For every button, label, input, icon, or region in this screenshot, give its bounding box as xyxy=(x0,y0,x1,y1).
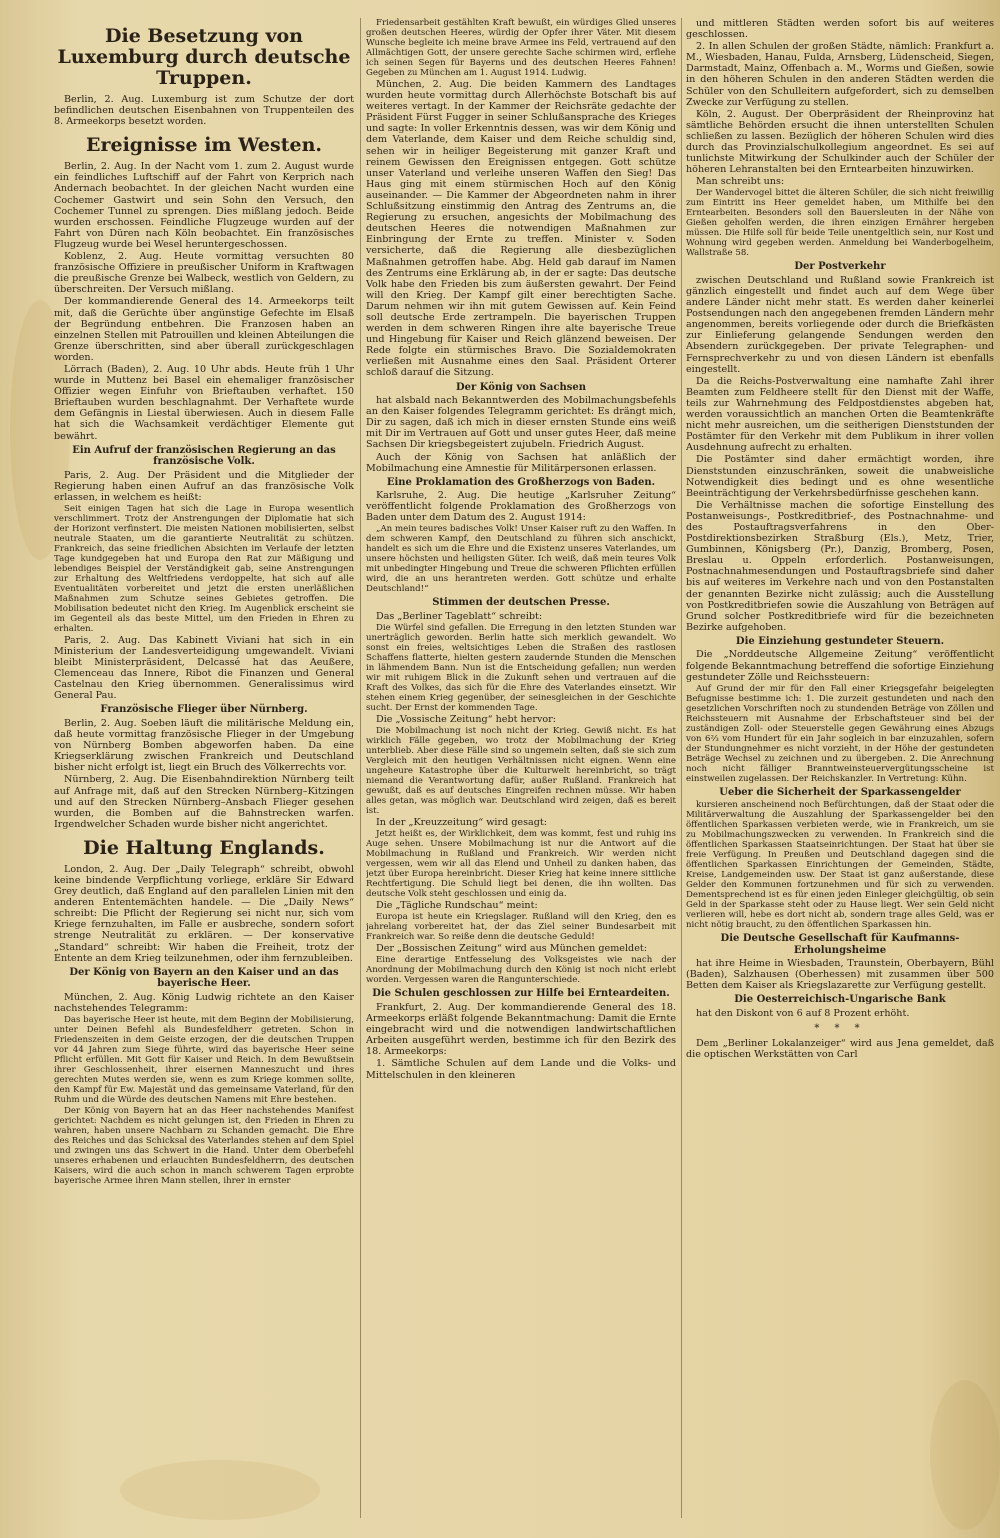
article-paragraph: „An mein teures badisches Volk! Unser Kaiser ruft zu den Waffen. In dem schweren Kampf, den Deutschland zu führen sich anschickt, handelt es sich um die Ehre und die Existenz unseres Vaterlandes, um unsere höchsten und heiligsten Güter. Ich weiß, daß mein teures Volk mit unbedingter Hingebung und Treue die schweren Pflichten erfüllen wird, die an uns herantreten werden. Gott schütze und erhalte Deutschland!“ xyxy=(366,524,676,595)
article-paragraph: In der „Kreuzzeitung“ wird gesagt: xyxy=(376,817,547,829)
column-1 xyxy=(54,18,354,1523)
subheading-bayern: Der König von Bayern an den Kaiser und an das bayerische Heer. xyxy=(69,966,339,990)
article-paragraph: Seit einigen Tagen hat sich die Lage in Europa wesentlich verschlimmert. Trotz der Anstrengungen der Diplomatie hat sich der Horizont verfinstert. Die meisten Nationen mobilisierten, selbst neutrale Staaten, um die garantierte Neutralität zu schützen. Frankreich, das seine friedlichen Absichten im Verlaufe der letzten Tage kundgegeben hat und Europa den Rat zur Mäßigung und lebendiges Beispiel der Verständigkeit gab, seine Anstrengungen zur Erhaltung des Weltfriedens verdoppelte, hat sich auf alle Eventualitäten vorbereitet und jetzt die ersten unerläßlichen Maßnahmen zum Schutze seines Gebietes getroffen. Die Mobilisation bedeutet nicht den Krieg. Im Augenblick erscheint sie im Gegenteil als das beste Mittel, um den Frieden in Ehren zu erhalten. xyxy=(54,503,354,634)
article-paragraph: Berlin, 2. Aug. In der Nacht vom 1. zum 2. August wurde ein feindliches Luftschiff auf der Fahrt von Kerprich nach Andernach beobachtet. In der gleichen Nacht wurden eine Cochemer Gastwirt und sein Sohn den Versuch, den Cochemer Tunnel zu sprengen. Dies mißlang jedoch. Beide wurden erschossen. Feindliche Flugzeuge wurden auf der Fahrt von Düren nach Köln beobachtet. Ein französisches Flugzeug wurde bei Wesel heruntergeschossen. xyxy=(54,161,354,250)
article-paragraph: Koblenz, 2. Aug. Heute vormittag versuchten 80 französische Offiziere in preußischer Uniform in Kraftwagen die preußische Grenze bei Walbeck, westlich von Geldern, zu überschreiten. Der Versuch mißlang. xyxy=(54,251,354,296)
article-paragraph: Lörrach (Baden), 2. Aug. 10 Uhr abds. Heute früh 1 Uhr wurde in Muttenz bei Basel ein ehemaliger französischer Offizier wegen Einfuhr von Brieftauben verhaftet. 150 Brieftauben wurden beschlagnahmt. Der Verhaftete wurde dem Gefängnis in Liestal überwiesen. Auch in diesem Falle hat sich die Wachsamkeit verdächtiger Elemente gut bewährt. xyxy=(54,363,354,442)
subheading-sachsen: Der König von Sachsen xyxy=(455,381,587,393)
headline-luxemburg: Die Besetzung von Luxemburg durch deutsche Truppen. xyxy=(57,25,351,89)
article-paragraph: Der kommandierende General des 14. Armeekorps teilt mit, daß die Gerüchte über angünstige Gefechte im Elsaß der Begründung entbehren. Die Franzosen haben an einzelnen Stellen mit Patrouillen und kleinen Abteilungen die Grenze überschritten, sind aber überall zurückgeschlagen worden. xyxy=(54,296,354,363)
article-paragraph: Dem „Berliner Lokalanzeiger“ wird aus Jena gemeldet, daß die optischen Werkstätten von Carl xyxy=(686,1038,994,1061)
article-paragraph: Eine derartige Entfesselung des Volksgeistes wie nach der Anordnung der Mobilmachung durch den König ist noch nicht erlebt worden. Vergessen waren die Rangunterschiede. xyxy=(366,955,676,986)
article-paragraph: Paris, 2. Aug. Der Präsident und die Mitglieder der Regierung haben einen Aufruf an das französische Volk erlassen, in welchem es heißt: xyxy=(54,469,354,503)
article-paragraph: hat alsbald nach Bekanntwerden des Mobilmachungsbefehls an den Kaiser folgendes Telegramm gerichtet: Es drängt mich, Dir zu sagen, daß ich mich in dieser ernsten Stunde eins weiß mit Dir im Vertrauen auf Gott und unser gutes Heer, daß meine Sachsen Dir kriegsbegeistert zujubeln. Friedrich August. xyxy=(366,395,676,451)
subheading-bank: Die Oesterreichisch-Ungarische Bank xyxy=(734,994,946,1006)
article-paragraph: hat ihre Heime in Wiesbaden, Traunstein, Oberbayern, Bühl (Baden), Salzhausen (Oberhessen) mit zusammen über 500 Betten dem Kaiser als Kriegslazarette zur Verfügung gestellt. xyxy=(686,958,994,992)
article-paragraph: Die „Vossische Zeitung“ hebt hervor: xyxy=(376,714,556,726)
article-paragraph: Friedensarbeit gestählten Kraft bewußt, ein würdiges Glied unseres großen deutschen Heeres, würdig der Opfer ihrer Väter. Mit diesem Wunsche begleite ich meine brave Armee ins Feld, vertrauend auf den Allmächtigen Gott, der unsere gerechte Sache schirmen wird, erflehe ich seinen Segen für Bayerns und des deutschen Heeres Fahnen! Gegeben zu München am 1. August 1914. Ludwig. xyxy=(366,18,676,78)
article-paragraph: Da die Reichs-Postverwaltung eine namhafte Zahl ihrer Beamten zum Feldheere stellt für den Dienst mit der Waffe, teils zur Wahrnehmung des Feldpostdienstes abgeben hat, werden voraussichtlich an manchen Orten die Beamtenkräfte nicht mehr ausreichen, um die seitherigen Dienststunden der Postämter für den Verkehr mit dem Publikum in ihrer vollen Ausdehnung aufrecht zu erhalten. xyxy=(686,375,994,454)
article-paragraph: London, 2. Aug. Der „Daily Telegraph“ schreibt, obwohl keine bindende Verpflichtung vorliege, erkläre Sir Edward Grey deutlich, daß England auf den parallelen Linien mit den anderen Ententemächten handele. — Die „Daily News“ schreibt: Die Pflicht der Regierung sei nicht nur, sich vom Kriege fernzuhalten, im Falle er ausbreche, sondern sofort strenge Neutralität zu erklären. — Der konservative „Standard“ schreibt: Wir haben die Freiheit, trotz der Entente an dem Krieg teilzunehmen, oder ihm fernzubleiben. xyxy=(54,863,354,964)
column-2 xyxy=(366,18,676,1523)
article-paragraph: kursieren anscheinend noch Befürchtungen, daß der Staat oder die Militärverwaltung die Auszahlung der Sparkassengelder bei den öffentlichen Sparkassen verbieten werde, wie in Frankreich, um sie zu Mobilmachungszwecken zu verwenden. In Frankreich sind die öffentlichen Sparkassen Staatseinrichtungen. Der Staat hat über sie freie Verfügung. In Preußen und Deutschland dagegen sind die öffentlichen Sparkassen Einrichtungen der Gemeinden, Städte, Kreise, Landgemeinden usw. Der Staat ist ganz außerstande, diese Gelder den Kommunen fortzunehmen und für sich zu verwenden. Dementsprechend ist es für einen jeden Einleger gleichgültig, ob sein Geld in der Sparkasse steht oder zu Hause liegt. Wer sein Geld nicht verlieren will, hebe es dort nicht ab, sondern trage alles Geld, was er nicht nötig braucht, zu den öffentlichen Sparkassen hin. xyxy=(686,800,994,931)
article-paragraph: Die „Tägliche Rundschau“ meint: xyxy=(376,900,538,912)
article-paragraph: Das „Berliner Tageblatt“ schreibt: xyxy=(376,610,543,622)
article-paragraph: Der König von Bayern hat an das Heer nachstehendes Manifest gerichtet: Nachdem es nicht gelungen ist, den Frieden in Ehren zu wahren, haben unsere Nachbarn zu Schanden gemacht. Die Ehre des Reiches und das Schicksal des Vaterlandes stehen auf dem Spiel und zwingen uns das Schwert in die Hand. Unter dem Oberbefehl unseres erhabenen und erlauchten Bundesfeldherrn, des deutschen Kaisers, wird die auch schon in manch schwerem Tagen erprobte bayerische Armee ihren Mann stellen, ihrer in ernster xyxy=(54,1105,354,1186)
article-paragraph: München, 2. Aug. Die beiden Kammern des Landtages wurden heute vormittag durch Allerhöchste Botschaft bis auf weiteres vertagt. In der Kammer der Reichsräte gedachte der Präsident Fürst Fugger in seiner Schlußansprache des Krieges und sagte: In voller Erkenntnis dessen, was wir dem König und dem Vaterlande, dem Kaiser und dem Reiche schuldig sind, sehen wir in heiliger Begeisterung mit ganzer Kraft und reinem Gewissen den Ereignissen entgegen. Gott schütze unser Vaterland und verleihe unseren Waffen den Sieg! Das Haus ging mit einem stürmischen Hoch auf den König auseinander. — Die Kammer der Abgeordneten nahm in ihrer Schlußsitzung einstimmig den Antrag des Zentrums an, die Regierung zu ersuchen, angesichts der Mobilmachung des deutschen Heeres die notwendigen Maßnahmen zur Einbringung der Ernte zu treffen. Minister v. Soden versicherte, daß die Regierung alle diesbezüglichen Maßnahmen getroffen habe. Abg. Held gab darauf im Namen des Zentrums eine Erklärung ab, in der er sagte: Das deutsche Volk habe den Frieden bis zum äußersten gewahrt. Der Feind will den Krieg. Der Kampf gilt einer berechtigten Sache. Darum nehmen wir ihn mit gutem Gewissen auf. Kein Feind soll deutsche Erde zertrampeln. Die bayerischen Truppen werden in dem schweren Ringen ihre alte bayerische Treue und Hingebung für Kaiser und Reich glänzend beweisen. Der Rede folgte ein stürmisches Bravo. Die Sozialdemokraten verließen mit Ausnahme eines den Saal. Präsident Orterer schloß darauf die Sitzung. xyxy=(366,79,676,379)
section-divider: * * * xyxy=(814,1023,866,1035)
article-paragraph: Berlin, 2. Aug. Soeben läuft die militärische Meldung ein, daß heute vormittag französische Flieger in der Umgebung von Nürnberg Bomben abgeworfen haben. Da eine Kriegserklärung zwischen Frankreich und Deutschland bisher nicht erfolgt ist, liegt ein Bruch des Völkerrechts vor. xyxy=(54,717,354,774)
article-paragraph: München, 2. Aug. König Ludwig richtete an den Kaiser nachstehendes Telegramm: xyxy=(54,991,354,1014)
article-paragraph: Berlin, 2. Aug. Luxemburg ist zum Schutze der dort befindlichen deutschen Eisenbahnen von Truppenteilen des 8. Armeekorps besetzt worden. xyxy=(54,94,354,128)
subheading-steuern: Die Einziehung gestundeter Steuern. xyxy=(735,635,945,647)
article-paragraph: Karlsruhe, 2. Aug. Die heutige „Karlsruher Zeitung“ veröffentlicht folgende Proklamation des Großherzogs von Baden unter dem Datum des 2. August 1914: xyxy=(366,490,676,524)
headline-westen: Ereignisse im Westen. xyxy=(85,134,322,157)
column-3 xyxy=(686,18,994,1523)
article-paragraph: Die Verhältnisse machen die sofortige Einstellung des Postanweisungs-, Postkreditbrief-, des Postnachnahme- und des Postauftragsverfahrens in den Ober-Postdirektionsbezirken Straßburg (Els.), Metz, Trier, Gumbinnen, Königsberg (Pr.), Danzig, Bromberg, Posen, Breslau u. Oppeln erforderlich. Postanweisungen, Postnachnahmesendungen und Postauftragsbriefe sind daher bis auf weiteres im Verkehre nach und von den Postanstalten der genannten Bezirke nicht zulässig; auch die Ausstellung von Postkreditbriefen sowie die Auszahlung von Beträgen auf Grund solcher Postkreditbriefe wird für die bezeichneten Bezirke aufgehoben. xyxy=(686,499,994,633)
article-paragraph: hat den Diskont von 6 auf 8 Prozent erhöht. xyxy=(696,1007,910,1019)
subheading-baden: Eine Proklamation des Großherzogs von Baden. xyxy=(386,476,656,488)
article-paragraph: Paris, 2. Aug. Das Kabinett Viviani hat sich in ein Ministerium der Landesverteidigung umgewandelt. Viviani bleibt Ministerpräsident, Delcassé hat das Aeußere, Clemenceau das Innere, Ribot die Finanzen und General Castelnau den Krieg übernommen. Generalissimus wird General Pau. xyxy=(54,634,354,702)
article-paragraph: Der Wandervogel bittet die älteren Schüler, die sich nicht freiwillig zum Eintritt ins Heer gemeldet haben, um Mithilfe bei den Erntearbeiten. Besonders soll den Bauersleuten in der Nähe von Gießen geholfen werden, die ihren einzigen Ernährer hergeben müssen. Die Hilfe soll für beide Teile unentgeltlich sein, nur Kost und Wohnung wird gegeben werden. Anmeldung bei Wanderbogelheim, Wallstraße 58. xyxy=(686,188,994,259)
subheading-flieger: Französische Flieger über Nürnberg. xyxy=(100,704,308,716)
article-paragraph: Jetzt heißt es, der Wirklichkeit, dem was kommt, fest und ruhig ins Auge sehen. Unsere Mobilmachung ist nur die Antwort auf die Mobilmachung in Rußland und Frankreich. Wir werden nicht vergessen, wem wir all das Elend und Unheil zu danken haben, das jetzt über Europa hereinbricht. Dieser Krieg hat keine innere sittliche Rechtfertigung. Die Schuld liegt bei denen, die ihn wollten. Das deutsche Volk steht geschlossen und einig da. xyxy=(366,829,676,900)
subheading-kaufmann: Die Deutsche Gesellschaft für Kaufmanns-Erholungsheime xyxy=(720,933,960,956)
article-paragraph: Nürnberg, 2. Aug. Die Eisenbahndirektion Nürnberg teilt auf Anfrage mit, daß auf den Strecken Nürnberg–Kitzingen und auf den Strecken Nürnberg–Ansbach Flieger gesehen wurden, die Bomben auf die Bahnstrecken warfen. Irgendwelcher Schaden wurde bisher nicht angerichtet. xyxy=(54,774,354,830)
article-paragraph: und mittleren Städten werden sofort bis auf weiteres geschlossen. xyxy=(686,18,994,41)
article-paragraph: Die „Norddeutsche Allgemeine Zeitung“ veröffentlicht folgende Bekanntmachung betreffend die sofortige Einziehung gestundeter Zölle und Reichssteuern: xyxy=(686,649,994,683)
subheading-sparkassen: Ueber die Sicherheit der Sparkassengelder xyxy=(719,786,961,798)
article-paragraph: Die Mobilmachung ist noch nicht der Krieg. Gewiß nicht. Es hat wirklich Fälle gegeben, wo trotz der Mobilmachung der Krieg unterblieb. Aber diese Fälle sind so ungemein selten, daß sie sich zum Vergleich mit den heutigen Verhältnissen nicht eignen. Wenn eine ungeheure Katastrophe über die Kulturwelt hereinbricht, so trägt niemand die Verantwortung dafür, außer Rußland. Frankreich hat gewußt, daß es auf deutsches Eingreifen rechnen müsse. Wir haben alles getan, was möglich war. Deutschland wird zeigen, daß es bereit ist. xyxy=(366,726,676,817)
headline-england: Die Haltung Englands. xyxy=(83,836,325,859)
article-paragraph: Man schreibt uns: xyxy=(696,176,785,188)
article-paragraph: 2. In allen Schulen der großen Städte, nämlich: Frankfurt a. M., Wiesbaden, Hanau, Fulda, Arnsberg, Lüdenscheid, Siegen, Darmstadt, Mainz, Offenbach a. M., Worms und Gießen, sowie in den höheren Schulen in den anderen Städten werden die Schüler von den Schulleitern aufgefordert, sich zu demselben Zwecke zur Verfügung zu stellen. xyxy=(686,41,994,108)
article-paragraph: zwischen Deutschland und Rußland sowie Frankreich ist gänzlich eingestellt und findet auch auf dem Wege über andere Länder nicht mehr statt. Es werden daher keinerlei Postsendungen nach den angegebenen fremden Ländern mehr angenommen, bereits vorliegende oder durch die Briefkästen zur Einlieferung gelangende Sendungen werden den Absendern zurückgegeben. Der private Telegraphen- und Fernsprechverkehr zu und von diesen Ländern ist ebenfalls eingestellt. xyxy=(686,274,994,375)
subheading-schulen: Die Schulen geschlossen zur Hilfe bei Ernteardeiten. xyxy=(372,988,670,1000)
subheading-aufruf: Ein Aufruf der französischen Regierung an das französische Volk. xyxy=(72,444,336,468)
column-rule xyxy=(681,18,682,1518)
subheading-presse: Stimmen der deutschen Presse. xyxy=(432,597,610,609)
article-paragraph: Das bayerische Heer ist heute, mit dem Beginn der Mobilisierung, unter Deinen Befehl als Bundesfeldherr getreten. Schon in Friedenszeiten in dem Geiste erzogen, der die deutschen Truppen vor 44 Jahren zum Siege führte, wird das bayerische Heer seine Pflicht erfüllen. Mit Gott für Kaiser und Reich. In dem Bewußtsein ihrer Geschlossenheit, ihrer eisernen Manneszucht und ihres gerechten Mutes werden sie, wenn es zum Kriege kommen sollte, den Kampf für Ew. Majestät und das gemeinsame Vaterland, für den Ruhm und die Würde des deutschen Namens mit Ehre bestehen. xyxy=(54,1014,354,1105)
article-paragraph: Köln, 2. August. Der Oberpräsident der Rheinprovinz hat sämtliche Behörden ersucht die ihnen unterstellten Schulen schließen zu lassen. Bezüglich der höheren Schulen wird dies durch das Provinzialschulkollegium angeordnet. Es sei auf tunlichste Mitwirkung der Schulkinder auch der Schüler der höheren Lehranstalten bei den Erntearbeiten hinzuwirken. xyxy=(686,108,994,176)
article-paragraph: Der „Bossischen Zeitung“ wird aus München gemeldet: xyxy=(376,943,647,955)
article-paragraph: Europa ist heute ein Kriegslager. Rußland will den Krieg, den es jahrelang vorbereitet hat, der das Ziel seiner Bundesarbeit mit Frankreich war. So reiße denn die deutsche Geduld! xyxy=(366,912,676,943)
article-paragraph: Die Postämter sind daher ermächtigt worden, ihre Dienststunden einzuschränken, soweit die unabweisliche Notwendigkeit dies bedingt und es ohne wesentliche Beeinträchtigung der Verkehrsbedürfnisse geschehen kann. xyxy=(686,454,994,499)
article-paragraph: 1. Sämtliche Schulen auf dem Lande und die Volks- und Mittelschulen in den kleineren xyxy=(366,1058,676,1081)
article-paragraph: Frankfurt, 2. Aug. Der kommandierende General des 18. Armeekorps erläßt folgende Bekanntmachung: Damit die Ernte eingebracht wird und die notwendigen landwirtschaftlichen Arbeiten ausgeführt werden, bestimme ich für den Bezirk des 18. Armeekorps: xyxy=(366,1001,676,1058)
column-rule xyxy=(360,18,361,1518)
article-paragraph: Auch der König von Sachsen hat anläßlich der Mobilmachung eine Amnestie für Militärpersonen erlassen. xyxy=(366,451,676,474)
article-paragraph: Auf Grund der mir für den Fall einer Kriegsgefahr beigelegten Befugnisse bestimme ich: 1. Die zurzeit gestundeten und nach den gesetzlichen Vorschriften noch zu stundenden Beträge von Zöllen und Reichssteuern mit Ausnahme der Erbschaftsteuer sind bei der zuständigen Zoll- oder Steuerstelle gegen Gewährung eines Abzugs von 6⅔ vom Hundert für ein Jahr sogleich in bar einzuzahlen, sofern der Stundungnehmer es nicht vorzieht, in der Höhe der gestundeten Beträge Wechsel zu zeichnen und zu übergeben. 2. Die Anrechnung noch nicht fälliger Branntweinsteuervergütungsscheine ist einstweilen zugelassen. Der Reichskanzler. In Vertretung: Kühn. xyxy=(686,683,994,784)
article-paragraph: Die Würfel sind gefallen. Die Erregung in den letzten Stunden war unerträglich geworden. Berlin hatte sich merklich gewandelt. Wo sonst ein freies, weltsichtiges Leben die Straßen des rastlosen Schaffens flatterte, hielten gestern zaudernde Stunden die Menschen in lähmendem Bann. Nun ist die Entscheidung gefallen; nun werden wir mit ruhigem Blick in die Zukunft sehen und vertrauen auf die Kraft des Volkes, das sich für die Ehre des Vaterlandes einsetzt. Wir stehen einem Krieg gegenüber, der seinesgleichen in der Geschichte sucht. Der Ernst der kommenden Tage. xyxy=(366,623,676,714)
subheading-postverkehr: Der Postverkehr xyxy=(794,261,886,273)
